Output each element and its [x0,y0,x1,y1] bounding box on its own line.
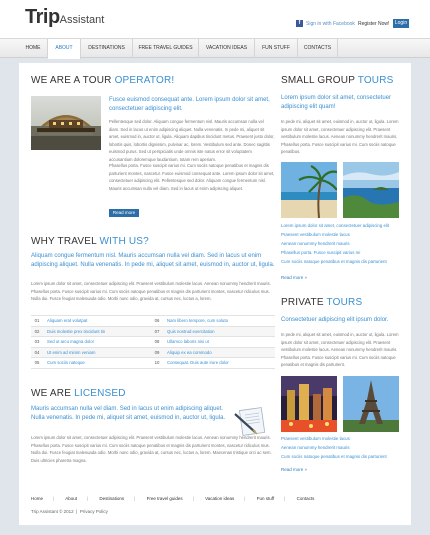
small-group-link[interactable]: Cum sociis natoque penatibus et magnis dis parturient [281,259,387,264]
private-heading [281,297,362,308]
private-lead: Consectetuer adipiscing elit ipsum dolor. [281,317,389,323]
nav-home[interactable]: HOME [19,39,48,58]
small-group-link[interactable]: Praesent vestibulum molestie lacus [281,232,350,237]
private-text: In pede mi, aliquet sit amet, euismod in, auctor ut, ligula. Lorem ipsum dolor sit amet, consectetuer adipiscing elit. Praesent vestibulum molestie lacus. Aenean nonummy hendrerit mauris. Phasellus porta. Fusce suscipit varius mi. Cum sociis natoque penatibus et magnis dis parturient. [281,332,399,367]
footer-link-contacts[interactable]: Contacts [296,496,315,501]
facebook-icon[interactable]: f [296,20,303,27]
licensed-text: Lorem ipsum dolor sit amet, consectetuer adipiscing elit. Praesent vestibulum molestie lacus. Aenean nonummy hendrerit mauris. Phasellus porta. Fusce suscipit varius mi. Cum sociis natoque penatibus et magnis dis parturient montes, nascetur ridiculus mus. Nulla dui. Fusce feugiat malesuada odio. Morbi nunc odio, gravida at, cursus nec, luctus a, lorem. Maecenas tristique orci ac sem. Duis ultricies pharetra magna. [31,435,272,463]
row-number: 03 [34,339,40,344]
private-heading-part1: PRIVATE [281,297,324,308]
row-number: 09 [154,349,160,355]
table-link[interactable]: Sed ut arcu magna dolor [47,339,95,344]
table-row [31,316,275,327]
why-heading-part2: WITH US? [99,236,149,247]
private-link[interactable]: Aenean nonummy hendrerit mauris [281,445,350,450]
facebook-signin-link[interactable]: Sign in with Facebook [306,21,355,27]
row-number: 06 [154,318,160,323]
table-link[interactable]: Cum sociis natoque [47,360,85,365]
licensed-heading-part1: WE ARE [31,388,72,399]
nav-fun-stuff[interactable]: FUN STUFF [255,39,298,58]
about-text-2: Phasellus porta. Fusce suscipit varius mi. Cum sociis natoque penatibus et magnis dis parturient montes, nascetur. Fusce euismod consequat ante. Lorem ipsum dolor sit amet, consectetuer adipiscing elit. Pellentesque sed dolor. Aliquam congue fermentum nisl. Mauris accumsan nulla vel diam. Sed in lacus ut enim adipiscing aliquet. [109,163,275,191]
small-group-lead: Lorem ipsum dolor sit amet, consectetuer adipiscing elit quam! [281,95,392,110]
about-lead: Fusce euismod consequat ante. Lorem ipsum dolor sit amet, consectetuer adipiscing elit. [109,97,270,112]
table-link[interactable]: Ullamco laboris nisi ut [167,339,209,344]
footer-link-fun-stuff[interactable]: Fun stuff [256,496,275,501]
row-number: 04 [34,349,40,355]
small-group-heading-part1: SMALL GROUP [281,75,355,86]
small-group-link[interactable]: Aenean nonummy hendrerit mauris [281,241,350,246]
houseboat-image [31,96,101,150]
site-logo[interactable] [25,6,104,29]
nav-destinations[interactable]: DESTINATIONS [81,39,133,58]
small-group-text: In pede mi, aliquet sit amet, euismod in, auctor ut, ligula. Lorem ipsum dolor sit amet, consectetuer adipiscing elit. Praesent vestibulum molestie lacus. Aenean nonummy hendrerit mauris. Phasellus porta. Fusce suscipit varius mi. Cum sociis natoque penatibus. [281,119,399,154]
eiffel-tower-image [343,376,399,432]
nav-vacation-ideas[interactable]: VACATION IDEAS [199,39,255,58]
private-read-more-label: Read more [281,467,304,472]
table-row [31,358,275,369]
nav-about[interactable]: ABOUT [48,39,81,59]
table-link[interactable]: Ut enim ad minim veniam [47,349,96,355]
row-number: 02 [34,328,40,334]
private-links [281,434,401,461]
copyright-text: Trip Assistant © 2012 [31,509,74,514]
row-number: 10 [154,360,160,365]
footer-nav: Home | About | Destinations | Free travel guides | Vacation ideas | Fun stuff | Contacts [31,496,315,501]
about-heading-part2: OPERATOR! [114,75,175,86]
table-link[interactable]: Quis nostrud exercitation [167,328,215,334]
table-link[interactable]: Nam libero tempore, cum soluta [167,318,228,323]
private-link[interactable]: Praesent vestibulum molestie lacus [281,436,350,441]
licensed-heading [31,388,126,399]
beach-palm-image [281,162,337,218]
nav-free-travel-guides[interactable]: FREE TRAVEL GUIDES [133,39,199,58]
licensed-lead: Mauris accumsan nulla vel diam. Sed in lacus ut enim adipiscing aliquet. Nulla venenatis. In pede mi, aliquet sit amet, euismod in, auctor ut, ligula. [31,406,226,421]
login-button[interactable]: Login [394,20,408,26]
logo-sub: Assistant [59,14,105,26]
footer-link-about[interactable]: About [65,496,77,501]
privacy-policy-link[interactable]: Privacy Policy [79,509,108,514]
why-heading-part1: WHY TRAVEL [31,236,97,247]
small-group-read-more-link[interactable]: Read more » [281,275,308,280]
footer-link-home[interactable]: Home [31,496,44,501]
why-text: Lorem ipsum dolor sit amet, consectetuer adipiscing elit. Praesent vestibulum molestie lacus. Aenean nonummy hendrerit mauris. Phasellus porta. Fusce suscipit varius mi. Cum sociis natoque penatibus et magnis dis parturient montes, nascetur ridiculus mus. Nulla dui. Fusce feugiat malesuada odio. Morbi nunc odio, gravida at, cursus nec, luctus a, lorem. [31,281,271,301]
table-link[interactable]: Duis molestie prex tincidunt tin [47,328,106,334]
row-number: 05 [34,360,40,365]
coastal-island-image [343,162,399,218]
about-text-1: Pellentesque sed dolor. Aliquam congue fermentum nisl. Mauris accumsan nulla vel diam. Sed in lacus ut enim adipiscing aliquet. Nulla venenatis. In pede mi, aliquet sit amet, euismod in, auctor ut, ligula. Aliquam dapibus tincidunt metus. Praesent justo dolor, lobortis quis, lobortis dignissim, pulvinar ac, lorem. Vestibulum sed ante. Donec sagittis euismod purus. Sed ut perspiciatis unde omnis iste natus error sit voluptatem accusantium doloremque laudantium, totam rem aperiam. [109,119,275,162]
small-group-heading-part2: TOURS [357,75,394,86]
small-group-link[interactable]: Phasellus porta. Fusce suscipit varius mi [281,250,361,255]
footer-link-vacation-ideas[interactable]: Vacation ideas [205,496,235,501]
row-number: 08 [154,339,160,344]
site-header [0,0,430,38]
copyright: Trip Assistant © 2012 | Privacy Policy [31,509,108,514]
features-table [31,315,275,369]
register-link[interactable]: Register Now! [358,21,390,27]
licensed-heading-part2: LICENSED [74,388,126,399]
why-heading [31,236,149,247]
table-link[interactable]: Aliquam erat volutpat [47,318,88,323]
private-link[interactable]: Cum sociis natoque penatibus et magnis dis parturient [281,454,387,459]
private-read-more-link[interactable]: Read more » [281,467,308,472]
table-row [31,327,275,338]
private-heading-part2: TOURS [326,297,363,308]
nav-contacts[interactable]: CONTACTS [298,39,338,58]
certificate-pen-icon [231,406,273,436]
content-panel [19,63,411,525]
las-vegas-image [281,376,337,432]
why-lead: Aliquam congue fermentum nisl. Mauris accumsan nulla vel diam. Sed in lacus ut enim adipiscing aliquet. Nulla venenatis. In pede mi, aliquet sit amet, euismod in, auctor ut, ligula. [31,253,275,268]
footer-link-destinations[interactable]: Destinations [99,496,125,501]
table-row [31,348,275,359]
main-nav [0,38,430,58]
row-number: 01 [34,318,40,323]
logo-main: Trip [25,6,60,28]
about-heading [31,75,174,86]
row-number: 07 [154,328,160,334]
small-group-link[interactable]: Lorem ipsum dolor sit amet, consectetuer adipiscing elit [281,223,390,228]
small-group-heading [281,75,394,86]
table-link[interactable]: Consequat. Duis aute irure dolor [167,360,229,365]
about-read-more-button[interactable]: Read more [109,209,139,217]
about-heading-part1: WE ARE A TOUR [31,75,112,86]
table-link[interactable]: Aliquip ex ea commodo [167,349,212,355]
table-row [31,337,275,348]
footer-link-free-travel-guides[interactable]: Free travel guides [146,496,183,501]
small-group-read-more-label: Read more [281,275,304,280]
small-group-links [281,221,401,266]
